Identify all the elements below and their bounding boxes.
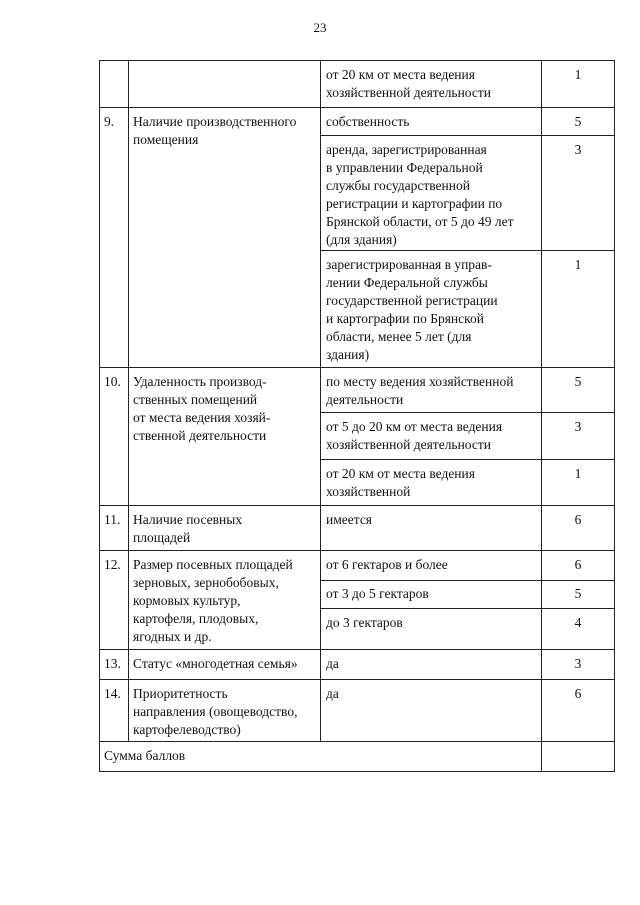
row-number: 11. xyxy=(104,512,121,527)
option-text: да xyxy=(326,686,339,701)
option-points: 3 xyxy=(574,656,582,671)
option-text: от 5 до 20 км от места ведения хозяйственной деятельности xyxy=(326,419,503,452)
criterion-text: Удаленность производ- ственных помещений от места ведения хозяй- ственной деятельности xyxy=(133,374,271,443)
criterion-text: Размер посевных площадей зерновых, зернобобовых, кормовых культур, картофеля, плодовых, ягодных и др. xyxy=(133,557,293,644)
criterion-text: Наличие посевных площадей xyxy=(133,512,243,545)
option-text: собственность xyxy=(326,114,410,129)
row-number: 9. xyxy=(104,114,115,129)
option-text: аренда, зарегистрированная в управлении Федеральной службы государственной регистрации и картографии по Брянской области, от 5 до 49 лет (для здания) xyxy=(326,142,514,247)
option-points: 5 xyxy=(574,374,582,389)
option-text: по месту ведения хозяйственной деятельности xyxy=(326,374,514,407)
row-number: 13. xyxy=(104,656,121,671)
criterion-text: Наличие производственного помещения xyxy=(133,114,297,147)
option-points: 1 xyxy=(574,257,582,272)
option-points: 1 xyxy=(574,466,582,481)
option-text: да xyxy=(326,656,339,671)
option-points: 4 xyxy=(574,615,582,630)
option-text: от 3 до 5 гектаров xyxy=(326,586,429,601)
option-points: 5 xyxy=(574,114,582,129)
option-points: 1 xyxy=(574,67,582,82)
option-points: 6 xyxy=(574,686,582,701)
option-text: имеется xyxy=(326,512,373,527)
option-text: от 20 км от места ведения хозяйственной xyxy=(326,466,475,499)
option-text: зарегистрированная в управ- лении Федеральной службы государственной регистрации и картографии по Брянской области, менее 5 лет (для здания) xyxy=(326,257,498,362)
total-label: Сумма баллов xyxy=(104,748,186,763)
criterion-text: Приоритетность направления (овощеводство, картофелеводство) xyxy=(133,686,298,737)
row-number: 14. xyxy=(104,686,121,701)
option-text: до 3 гектаров xyxy=(326,615,403,630)
option-points: 3 xyxy=(574,142,582,157)
row-number: 12. xyxy=(104,557,121,572)
page-number: 23 xyxy=(313,20,327,35)
option-text: от 20 км от места ведения хозяйственной деятельности xyxy=(326,67,492,100)
row-number: 10. xyxy=(104,374,121,389)
option-points: 6 xyxy=(574,512,582,527)
criterion-text: Статус «многодетная семья» xyxy=(133,656,298,671)
option-points: 3 xyxy=(574,419,582,434)
option-points: 6 xyxy=(574,557,582,572)
option-text: от 6 гектаров и более xyxy=(326,557,448,572)
option-points: 5 xyxy=(574,586,582,601)
